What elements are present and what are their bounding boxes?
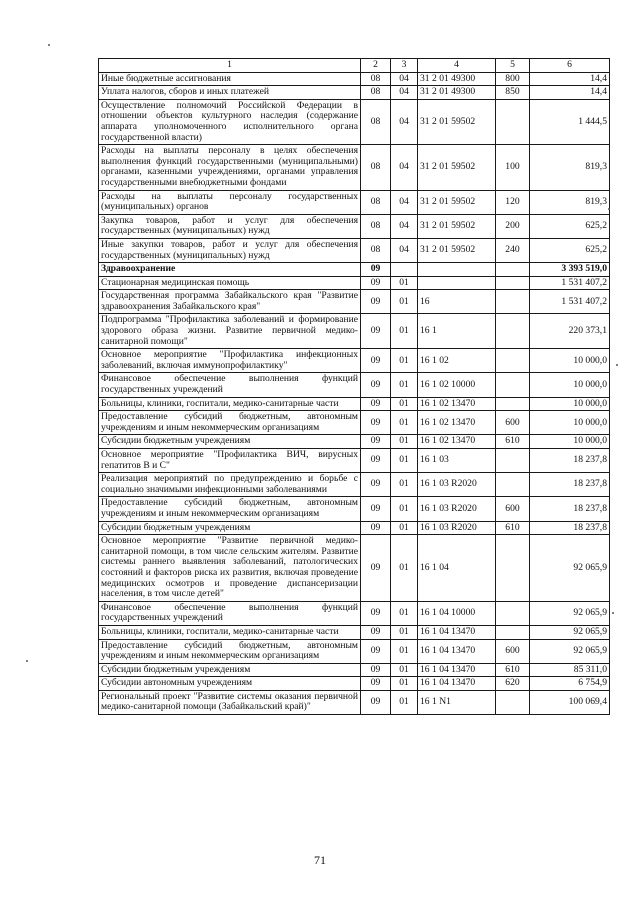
row-expense-type: 200 [496,214,530,238]
row-target-article: 16 1 04 13470 [418,677,496,691]
table-row [99,145,610,190]
table-row [99,214,610,238]
table-row [99,473,610,497]
row-expense-type [496,276,530,290]
row-amount: 10 000,0 [530,373,610,397]
row-subsection: 01 [391,276,418,290]
row-expense-type [496,290,530,314]
row-name: Осуществление полномочий Российской Федерации в отношении объектов культурного наследия (содержание аппарата уполномоченного исполнительного органа государственной власти) [99,99,361,144]
row-expense-type: 120 [496,190,530,214]
header-col-1: 1 [99,59,361,73]
row-target-article: 16 1 02 10000 [418,373,496,397]
row-name: Основное мероприятие "Профилактика инфекционных заболеваний, включая иммунопрофилактику" [99,349,361,373]
row-target-article: 16 1 03 R2020 [418,521,496,535]
row-expense-type: 600 [496,497,530,521]
row-expense-type: 610 [496,663,530,677]
row-target-article: 16 1 02 13470 [418,397,496,411]
row-name: Субсидии бюджетным учреждениям [99,663,361,677]
row-subsection: 04 [391,214,418,238]
row-amount: 85 311,0 [530,663,610,677]
row-target-article: 16 1 04 10000 [418,601,496,625]
row-expense-type: 600 [496,639,530,663]
row-section: 08 [361,145,391,190]
row-target-article: 31 2 01 49300 [418,86,496,100]
row-target-article: 31 2 01 59502 [418,214,496,238]
row-name: Иные бюджетные ассигнования [99,72,361,86]
row-subsection: 01 [391,473,418,497]
row-section: 08 [361,214,391,238]
row-name: Предоставление субсидий бюджетным, автономным учреждениям и иным некоммерческим организациям [99,411,361,435]
row-expense-type [496,473,530,497]
row-amount: 14,4 [530,72,610,86]
table-row [99,677,610,691]
row-target-article: 16 1 02 13470 [418,435,496,449]
row-expense-type [496,601,530,625]
row-name: Здравоохранение [99,263,361,277]
table-row [99,663,610,677]
row-amount: 625,2 [530,214,610,238]
row-section: 09 [361,497,391,521]
row-target-article: 31 2 01 59502 [418,99,496,144]
row-expense-type [496,535,530,602]
row-section: 09 [361,449,391,473]
row-target-article: 16 1 04 [418,535,496,602]
row-amount: 18 237,8 [530,473,610,497]
row-name: Расходы на выплаты персоналу государственных (муниципальных) органов [99,190,361,214]
row-name: Реализация мероприятий по предупреждению и борьбе с социально значимыми инфекционными заболеваниями [99,473,361,497]
row-section: 09 [361,435,391,449]
row-subsection [391,263,418,277]
row-name: Закупка товаров, работ и услуг для обеспечения государственных (муниципальных) нужд [99,214,361,238]
header-col-2: 2 [361,59,391,73]
row-subsection: 01 [391,449,418,473]
row-target-article: 16 1 02 [418,349,496,373]
row-amount: 92 065,9 [530,601,610,625]
table-row [99,397,610,411]
row-target-article: 31 2 01 49300 [418,72,496,86]
row-target-article: 31 2 01 59502 [418,238,496,262]
row-amount: 92 065,9 [530,639,610,663]
row-expense-type [496,373,530,397]
row-amount: 100 069,4 [530,690,610,714]
table-row [99,238,610,262]
row-section: 09 [361,639,391,663]
row-section: 09 [361,601,391,625]
row-section: 08 [361,190,391,214]
row-expense-type: 620 [496,677,530,691]
row-expense-type: 100 [496,145,530,190]
row-subsection: 01 [391,497,418,521]
row-name: Финансовое обеспечение выполнения функций государственных учреждений [99,373,361,397]
row-section: 09 [361,263,391,277]
table-row [99,690,610,714]
row-subsection: 01 [391,290,418,314]
table-row [99,99,610,144]
table-row [99,373,610,397]
row-section: 09 [361,663,391,677]
table-row [99,86,610,100]
row-name: Основное мероприятие "Профилактика ВИЧ, вирусных гепатитов В и С" [99,449,361,473]
row-name: Основное мероприятие "Развитие первичной медико-санитарной помощи, в том числе сельским жителям. Развитие системы раннего выявления заболеваний, патологических состояний и факторов риска их развития, включая проведение медицинских осмотров и проведение диспансеризации населения, в том числе детей" [99,535,361,602]
row-name: Субсидии бюджетным учреждениям [99,435,361,449]
row-section: 08 [361,86,391,100]
table-row [99,535,610,602]
row-section: 09 [361,473,391,497]
row-expense-type: 600 [496,411,530,435]
row-target-article: 16 1 03 R2020 [418,473,496,497]
row-name: Финансовое обеспечение выполнения функций государственных учреждений [99,601,361,625]
row-section: 08 [361,99,391,144]
row-amount: 92 065,9 [530,625,610,639]
budget-table [98,58,610,715]
row-target-article: 16 1 03 [418,449,496,473]
row-target-article: 31 2 01 59502 [418,145,496,190]
row-expense-type [496,263,530,277]
page-number: 71 [314,853,326,867]
table-header-row [99,59,610,73]
row-name: Иные закупки товаров, работ и услуг для обеспечения государственных (муниципальных) нужд [99,238,361,262]
row-name: Расходы на выплаты персоналу в целях обеспечения выполнения функций государственными (муниципальными) органами, казенными учреждениями, органами управления государственными внебюджетными фондами [99,145,361,190]
row-amount: 10 000,0 [530,435,610,449]
row-amount: 220 373,1 [530,314,610,349]
table-row [99,449,610,473]
table-row [99,290,610,314]
scan-speck [608,208,610,210]
row-target-article: 16 [418,290,496,314]
row-subsection: 01 [391,677,418,691]
row-subsection: 01 [391,397,418,411]
row-section: 09 [361,276,391,290]
row-amount: 819,3 [530,145,610,190]
row-subsection: 01 [391,625,418,639]
row-amount: 1 444,5 [530,99,610,144]
row-subsection: 01 [391,314,418,349]
row-amount: 18 237,8 [530,521,610,535]
row-name: Субсидии бюджетным учреждениям [99,521,361,535]
table-row [99,639,610,663]
row-subsection: 04 [391,99,418,144]
row-target-article [418,263,496,277]
row-target-article: 16 1 04 13470 [418,663,496,677]
row-amount: 3 393 519,0 [530,263,610,277]
row-expense-type: 240 [496,238,530,262]
row-name: Предоставление субсидий бюджетным, автономным учреждениям и иным некоммерческим организациям [99,639,361,663]
row-name: Стационарная медицинская помощь [99,276,361,290]
row-subsection: 01 [391,521,418,535]
row-expense-type: 800 [496,72,530,86]
row-section: 08 [361,238,391,262]
table-row [99,349,610,373]
row-expense-type [496,449,530,473]
row-expense-type: 850 [496,86,530,100]
row-section: 09 [361,373,391,397]
row-expense-type [496,349,530,373]
row-subsection: 01 [391,349,418,373]
row-expense-type: 610 [496,521,530,535]
row-name: Субсидии автономным учреждениям [99,677,361,691]
row-amount: 1 531 407,2 [530,290,610,314]
row-amount: 10 000,0 [530,397,610,411]
row-expense-type [496,690,530,714]
header-col-3: 3 [391,59,418,73]
row-subsection: 04 [391,72,418,86]
row-subsection: 04 [391,86,418,100]
row-section: 09 [361,314,391,349]
row-name: Больницы, клиники, госпитали, медико-санитарные части [99,397,361,411]
table-row [99,435,610,449]
table-row [99,411,610,435]
row-section: 09 [361,411,391,435]
row-name: Региональный проект "Развитие системы оказания первичной медико-санитарной помощи (Забайкальский край)" [99,690,361,714]
row-target-article: 16 1 03 R2020 [418,497,496,521]
row-amount: 1 531 407,2 [530,276,610,290]
row-amount: 625,2 [530,238,610,262]
row-subsection: 01 [391,535,418,602]
header-col-4: 4 [418,59,496,73]
row-amount: 10 000,0 [530,349,610,373]
row-section: 08 [361,72,391,86]
table-row [99,72,610,86]
row-subsection: 01 [391,690,418,714]
row-target-article: 16 1 02 13470 [418,411,496,435]
row-section: 09 [361,690,391,714]
row-target-article: 16 1 [418,314,496,349]
row-section: 09 [361,625,391,639]
row-target-article [418,276,496,290]
row-subsection: 04 [391,238,418,262]
row-amount: 18 237,8 [530,449,610,473]
header-col-5: 5 [496,59,530,73]
row-name: Больницы, клиники, госпитали, медико-санитарные части [99,625,361,639]
row-name: Подпрограмма "Профилактика заболеваний и формирование здорового образа жизни. Развитие первичной медико-санитарной помощи" [99,314,361,349]
row-name: Предоставление субсидий бюджетным, автономным учреждениям и иным некоммерческим организациям [99,497,361,521]
row-section: 09 [361,349,391,373]
row-expense-type [496,99,530,144]
scan-speck [616,364,618,366]
row-subsection: 04 [391,145,418,190]
row-section: 09 [361,290,391,314]
row-amount: 14,4 [530,86,610,100]
row-subsection: 01 [391,373,418,397]
row-name: Государственная программа Забайкальского края "Развитие здравоохранения Забайкальского края" [99,290,361,314]
row-subsection: 01 [391,601,418,625]
row-subsection: 01 [391,411,418,435]
row-target-article: 16 1 04 13470 [418,625,496,639]
table-row [99,625,610,639]
row-section: 09 [361,397,391,411]
table-row [99,190,610,214]
row-target-article: 16 1 04 13470 [418,639,496,663]
scan-speck [48,44,50,46]
table-body [99,72,610,714]
row-subsection: 01 [391,639,418,663]
row-expense-type: 610 [496,435,530,449]
row-name: Уплата налогов, сборов и иных платежей [99,86,361,100]
row-target-article: 31 2 01 59502 [418,190,496,214]
header-col-6: 6 [530,59,610,73]
table-row [99,601,610,625]
row-section: 09 [361,521,391,535]
row-section: 09 [361,535,391,602]
row-amount: 10 000,0 [530,411,610,435]
row-amount: 18 237,8 [530,497,610,521]
row-target-article: 16 1 N1 [418,690,496,714]
row-amount: 819,3 [530,190,610,214]
row-expense-type [496,625,530,639]
row-expense-type [496,397,530,411]
row-subsection: 04 [391,190,418,214]
row-expense-type [496,314,530,349]
row-section: 09 [361,677,391,691]
row-amount: 92 065,9 [530,535,610,602]
row-amount: 6 754,9 [530,677,610,691]
row-subsection: 01 [391,663,418,677]
table-row [99,263,610,277]
table-row [99,314,610,349]
table-row [99,276,610,290]
table-row [99,497,610,521]
scan-speck [26,660,28,662]
row-subsection: 01 [391,435,418,449]
table-row [99,521,610,535]
scan-speck [612,612,614,614]
